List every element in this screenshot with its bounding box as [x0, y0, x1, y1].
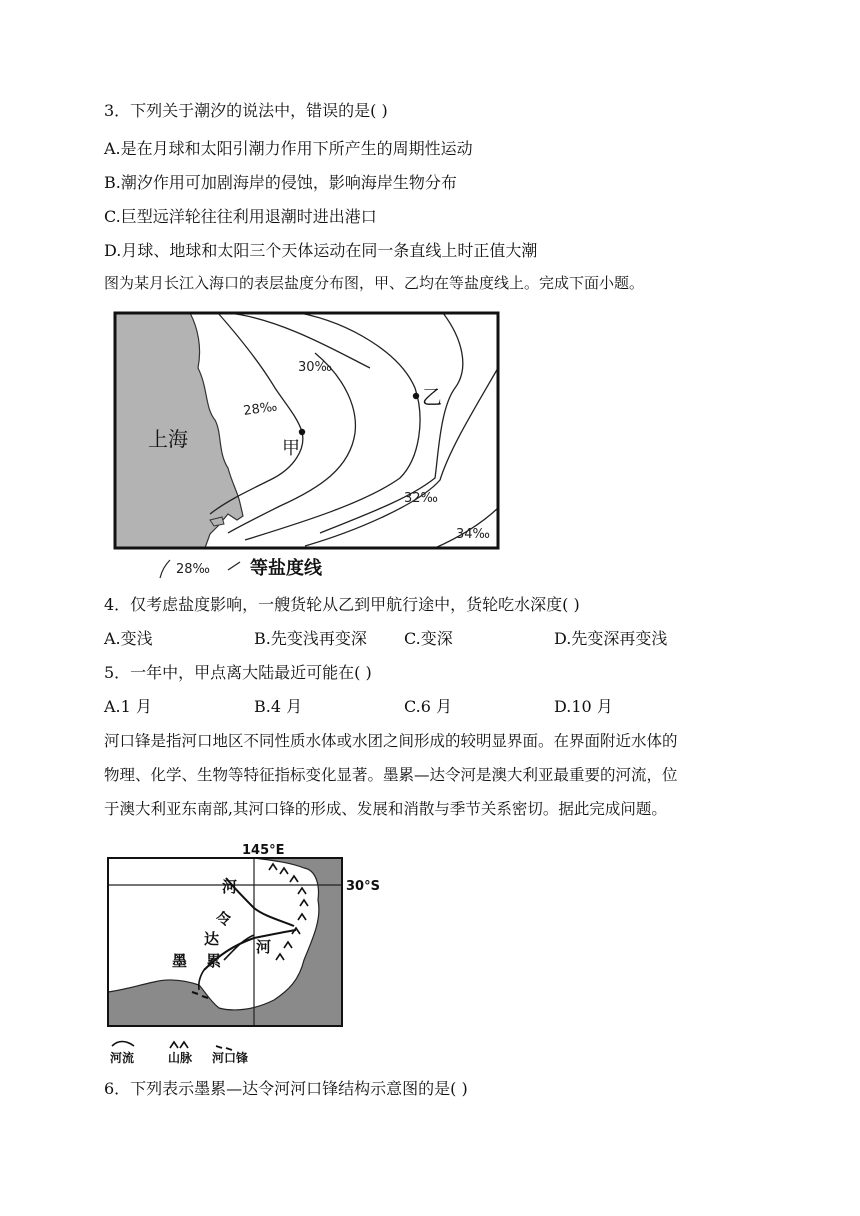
river-char-3: 达	[204, 930, 220, 948]
legend-separator	[228, 562, 240, 570]
label-jia: 甲	[282, 438, 300, 459]
label-iso-28: 28‰	[242, 399, 279, 419]
q5-option-a: A.1 月	[104, 697, 152, 716]
q4-stem: 4．仅考虑盐度影响，一艘货轮从乙到甲航行途中，货轮吃水深度( )	[104, 595, 580, 614]
salinity-map	[110, 308, 510, 583]
intro-estuary-line-1: 河口锋是指河口地区不同性质水体或水团之间形成的较明显界面。在界面附近水体的	[104, 732, 678, 750]
q3-option-c: C.巨型远洋轮往往利用退潮时进出港口	[104, 207, 377, 226]
legend-front: 河口锋	[212, 1051, 249, 1065]
label-yi: 乙	[422, 385, 442, 409]
river-char-1: 河	[222, 878, 238, 896]
label-iso-32: 32‰	[404, 491, 438, 506]
label-iso-34: 34‰	[456, 527, 490, 542]
q5-option-d: D.10 月	[554, 697, 613, 716]
label-iso-30: 30‰	[298, 360, 332, 375]
murray-darling-map	[104, 840, 394, 1070]
q3-stem: 3．下列关于潮汐的说法中，错误的是( )	[104, 101, 388, 120]
isohaline-32	[320, 313, 463, 533]
label-lat: 30°S	[346, 879, 380, 894]
q4-option-a: A.变浅	[104, 629, 153, 648]
legend-front-sample	[216, 1046, 232, 1050]
q3-option-d: D.月球、地球和太阳三个天体运动在同一条直线上时正值大潮	[104, 241, 538, 260]
legend-value: 28‰	[176, 562, 210, 577]
river-char-5: 累	[206, 952, 222, 970]
intro-salinity: 图为某月长江入海口的表层盐度分布图，甲、乙均在等盐度线上。完成下面小题。	[104, 274, 645, 292]
river-char-4: 墨	[172, 952, 188, 970]
river-char-2: 令	[216, 910, 232, 928]
q5-option-c: C.6 月	[404, 697, 453, 716]
legend-mountain: 山脉	[168, 1051, 193, 1065]
q5-stem: 5．一年中，甲点离大陆最近可能在( )	[104, 663, 372, 682]
legend-river-sample	[112, 1042, 134, 1047]
label-lon: 145°E	[242, 843, 285, 858]
q4-option-b: B.先变浅再变深	[254, 629, 367, 648]
q3-option-a: A.是在月球和太阳引潮力作用下所产生的周期性运动	[104, 139, 473, 158]
intro-estuary-line-3: 于澳大利亚东南部,其河口锋的形成、发展和消散与季节关系密切。据此完成问题。	[104, 800, 667, 818]
q4-option-d: D.先变深再变浅	[554, 629, 668, 648]
q6-stem: 6．下列表示墨累—达令河河口锋结构示意图的是( )	[104, 1079, 468, 1098]
point-yi	[413, 393, 419, 399]
intro-estuary-front	[104, 724, 754, 826]
q4-option-c: C.变深	[404, 629, 453, 648]
intro-estuary-line-2: 物理、化学、生物等特征指标变化显著。墨累—达令河是澳大利亚最重要的河流，位	[104, 766, 678, 784]
isohaline-32-b	[305, 368, 498, 546]
label-shanghai: 上海	[148, 427, 188, 451]
river-char-6: 河	[256, 938, 272, 956]
point-jia	[299, 429, 305, 435]
legend-label: 等盐度线	[250, 558, 322, 579]
isohaline-32-outer	[245, 313, 420, 540]
q5-option-b: B.4 月	[254, 697, 303, 716]
q3-option-b: B.潮汐作用可加剧海岸的侵蚀，影响海岸生物分布	[104, 173, 457, 192]
legend-river: 河流	[110, 1051, 135, 1065]
legend-mountain-sample	[170, 1042, 188, 1048]
legend-isoline-sample	[160, 560, 170, 578]
